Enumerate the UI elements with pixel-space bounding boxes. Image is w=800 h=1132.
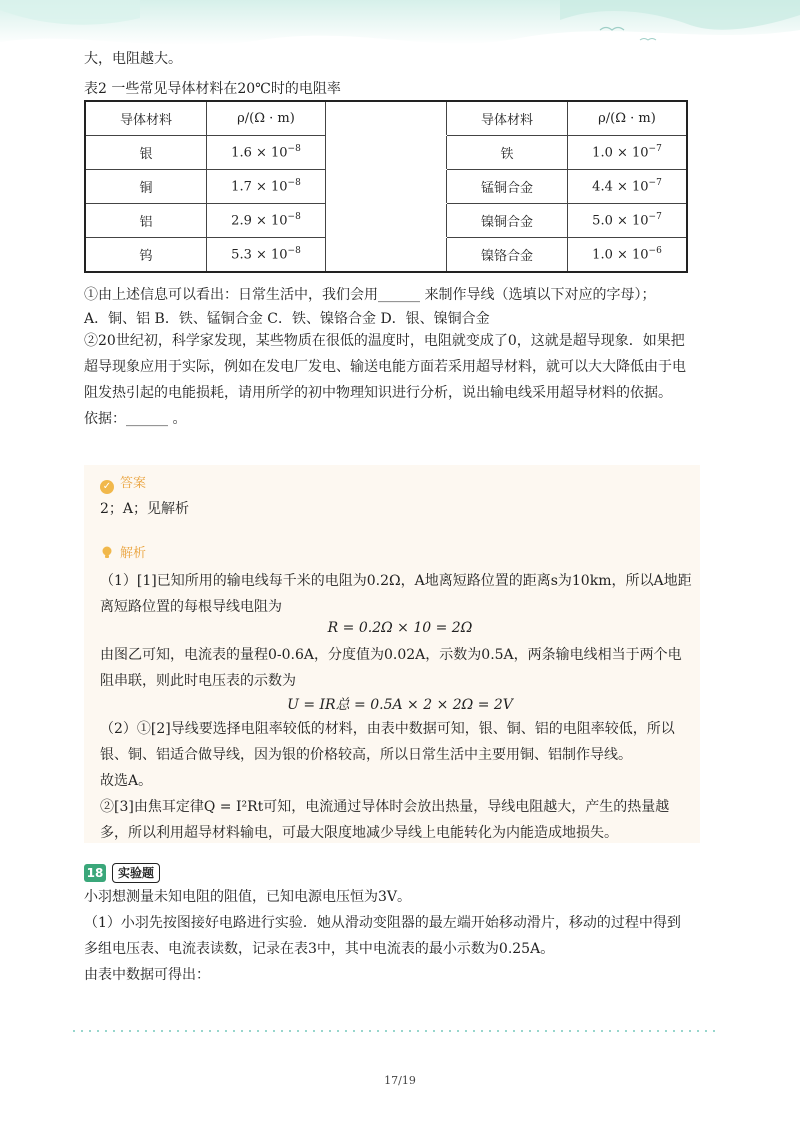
table-row xyxy=(85,101,687,136)
rho-cell: $2.9 \times 10^{-8}$ xyxy=(207,204,326,238)
analysis-label: 解析 xyxy=(100,542,146,561)
question-2-line: 超导现象应用于实际，例如在发电厂发电、输送电能方面若采用超导材料，就可以大大降低由于电 xyxy=(84,359,686,375)
table-gap xyxy=(326,101,447,136)
analysis-line: 阻串联，则此时电压表的示数为 xyxy=(100,673,296,689)
analysis-line: 离短路位置的每根导线电阻为 xyxy=(100,599,282,615)
header-rho: ρ/(Ω · m) xyxy=(568,101,688,136)
rho-cell: $1.0 \times 10^{-7}$ xyxy=(568,136,688,170)
table-gap xyxy=(326,238,447,273)
question-1-options: A．铜、铝 B．铁、锰铜合金 C．铁、镍铬合金 D．银、镍铜合金 xyxy=(84,311,490,327)
rho-cell: $4.4 \times 10^{-7}$ xyxy=(568,170,688,204)
question-type-badge: 实验题 xyxy=(112,863,160,883)
analysis-line: ②[3]由焦耳定律Q = I²Rt可知，电流通过导体时会放出热量，导线电阻越大，产生的热量越 xyxy=(100,799,670,815)
question-1-text: ①由上述信息可以看出：日常生活中，我们会用______ 来制作导线（选填以下对应的字母）； xyxy=(84,287,656,303)
question-2-line: ②20世纪初，科学家发现，某些物质在很低的温度时，电阻就变成了0，这就是超导现象．如果把 xyxy=(84,333,685,349)
header-material: 导体材料 xyxy=(85,101,207,136)
question-18-line: （1）小羽先按图接好电路进行实验．她从滑动变阻器的最左端开始移动滑片，移动的过程中得到 xyxy=(84,915,681,931)
question-number-badge: 18 xyxy=(84,864,106,882)
analysis-line: （1）[1]已知所用的输电线每千米的电阻为0.2Ω，A地离短路位置的距离s为10km，所以A地距 xyxy=(100,573,692,589)
rho-cell: $1.0 \times 10^{-6}$ xyxy=(568,238,688,273)
answer-label: ✓ 答案 xyxy=(100,472,146,494)
analysis-line: （2）①[2]导线要选择电阻率较低的材料，由表中数据可知，银、铜、铝的电阻率较低，所以 xyxy=(100,721,675,737)
question-2-line: 阻发热引起的电能损耗，请用所学的初中物理知识进行分析，说出输电线采用超导材料的依据。 xyxy=(84,385,672,401)
footer-divider xyxy=(70,1030,720,1032)
table-row xyxy=(85,204,687,238)
material-cell: 镍铬合金 xyxy=(447,238,568,273)
formula-resistance: R = 0.2Ω × 10 = 2Ω xyxy=(327,620,473,636)
material-cell: 锰铜合金 xyxy=(447,170,568,204)
table-caption: 表2 一些常见导体材料在20℃时的电阻率 xyxy=(84,81,341,97)
formula-voltage: U = IR总 = 0.5A × 2 × 2Ω = 2V xyxy=(287,697,513,713)
question-18-line: 多组电压表、电流表读数，记录在表3中，其中电流表的最小示数为0.25A。 xyxy=(84,941,555,957)
question-2-line: 依据：______ 。 xyxy=(84,411,187,427)
material-cell: 铜 xyxy=(85,170,207,204)
rho-cell: $1.6 \times 10^{-8}$ xyxy=(207,136,326,170)
table-row xyxy=(85,238,687,273)
resistivity-table xyxy=(84,100,688,273)
lightbulb-icon xyxy=(100,545,114,559)
table-row xyxy=(85,136,687,170)
answer-text: 2；A；见解析 xyxy=(100,501,190,517)
analysis-line: 银、铜、铝适合做导线，因为银的价格较高，所以日常生活中主要用铜、铝制作导线。 xyxy=(100,747,632,763)
table-gap xyxy=(326,204,447,238)
rho-cell: $5.3 \times 10^{-8}$ xyxy=(207,238,326,273)
material-cell: 铁 xyxy=(447,136,568,170)
material-cell: 钨 xyxy=(85,238,207,273)
check-icon: ✓ xyxy=(100,480,114,494)
header-rho: ρ/(Ω · m) xyxy=(207,101,326,136)
page-number: 17/19 xyxy=(384,1074,416,1087)
analysis-line: 由图乙可知，电流表的量程0-0.6A，分度值为0.02A，示数为0.5A，两条输电线相当于两个电 xyxy=(100,647,682,663)
analysis-line: 多，所以利用超导材料输电，可最大限度地减少导线上电能转化为内能造成地损失。 xyxy=(100,825,618,841)
table-gap xyxy=(326,136,447,170)
material-cell: 铝 xyxy=(85,204,207,238)
header-material: 导体材料 xyxy=(447,101,568,136)
question-18-line: 小羽想测量未知电阻的阻值，已知电源电压恒为3V。 xyxy=(84,889,412,905)
table-gap xyxy=(326,170,447,204)
material-cell: 银 xyxy=(85,136,207,170)
rho-cell: $1.7 \times 10^{-8}$ xyxy=(207,170,326,204)
table-row xyxy=(85,170,687,204)
intro-line: 大，电阻越大。 xyxy=(84,51,182,67)
question-18-line: 由表中数据可得出： xyxy=(84,967,210,983)
analysis-line: 故选A。 xyxy=(100,773,153,789)
rho-cell: $5.0 \times 10^{-7}$ xyxy=(568,204,688,238)
material-cell: 镍铜合金 xyxy=(447,204,568,238)
